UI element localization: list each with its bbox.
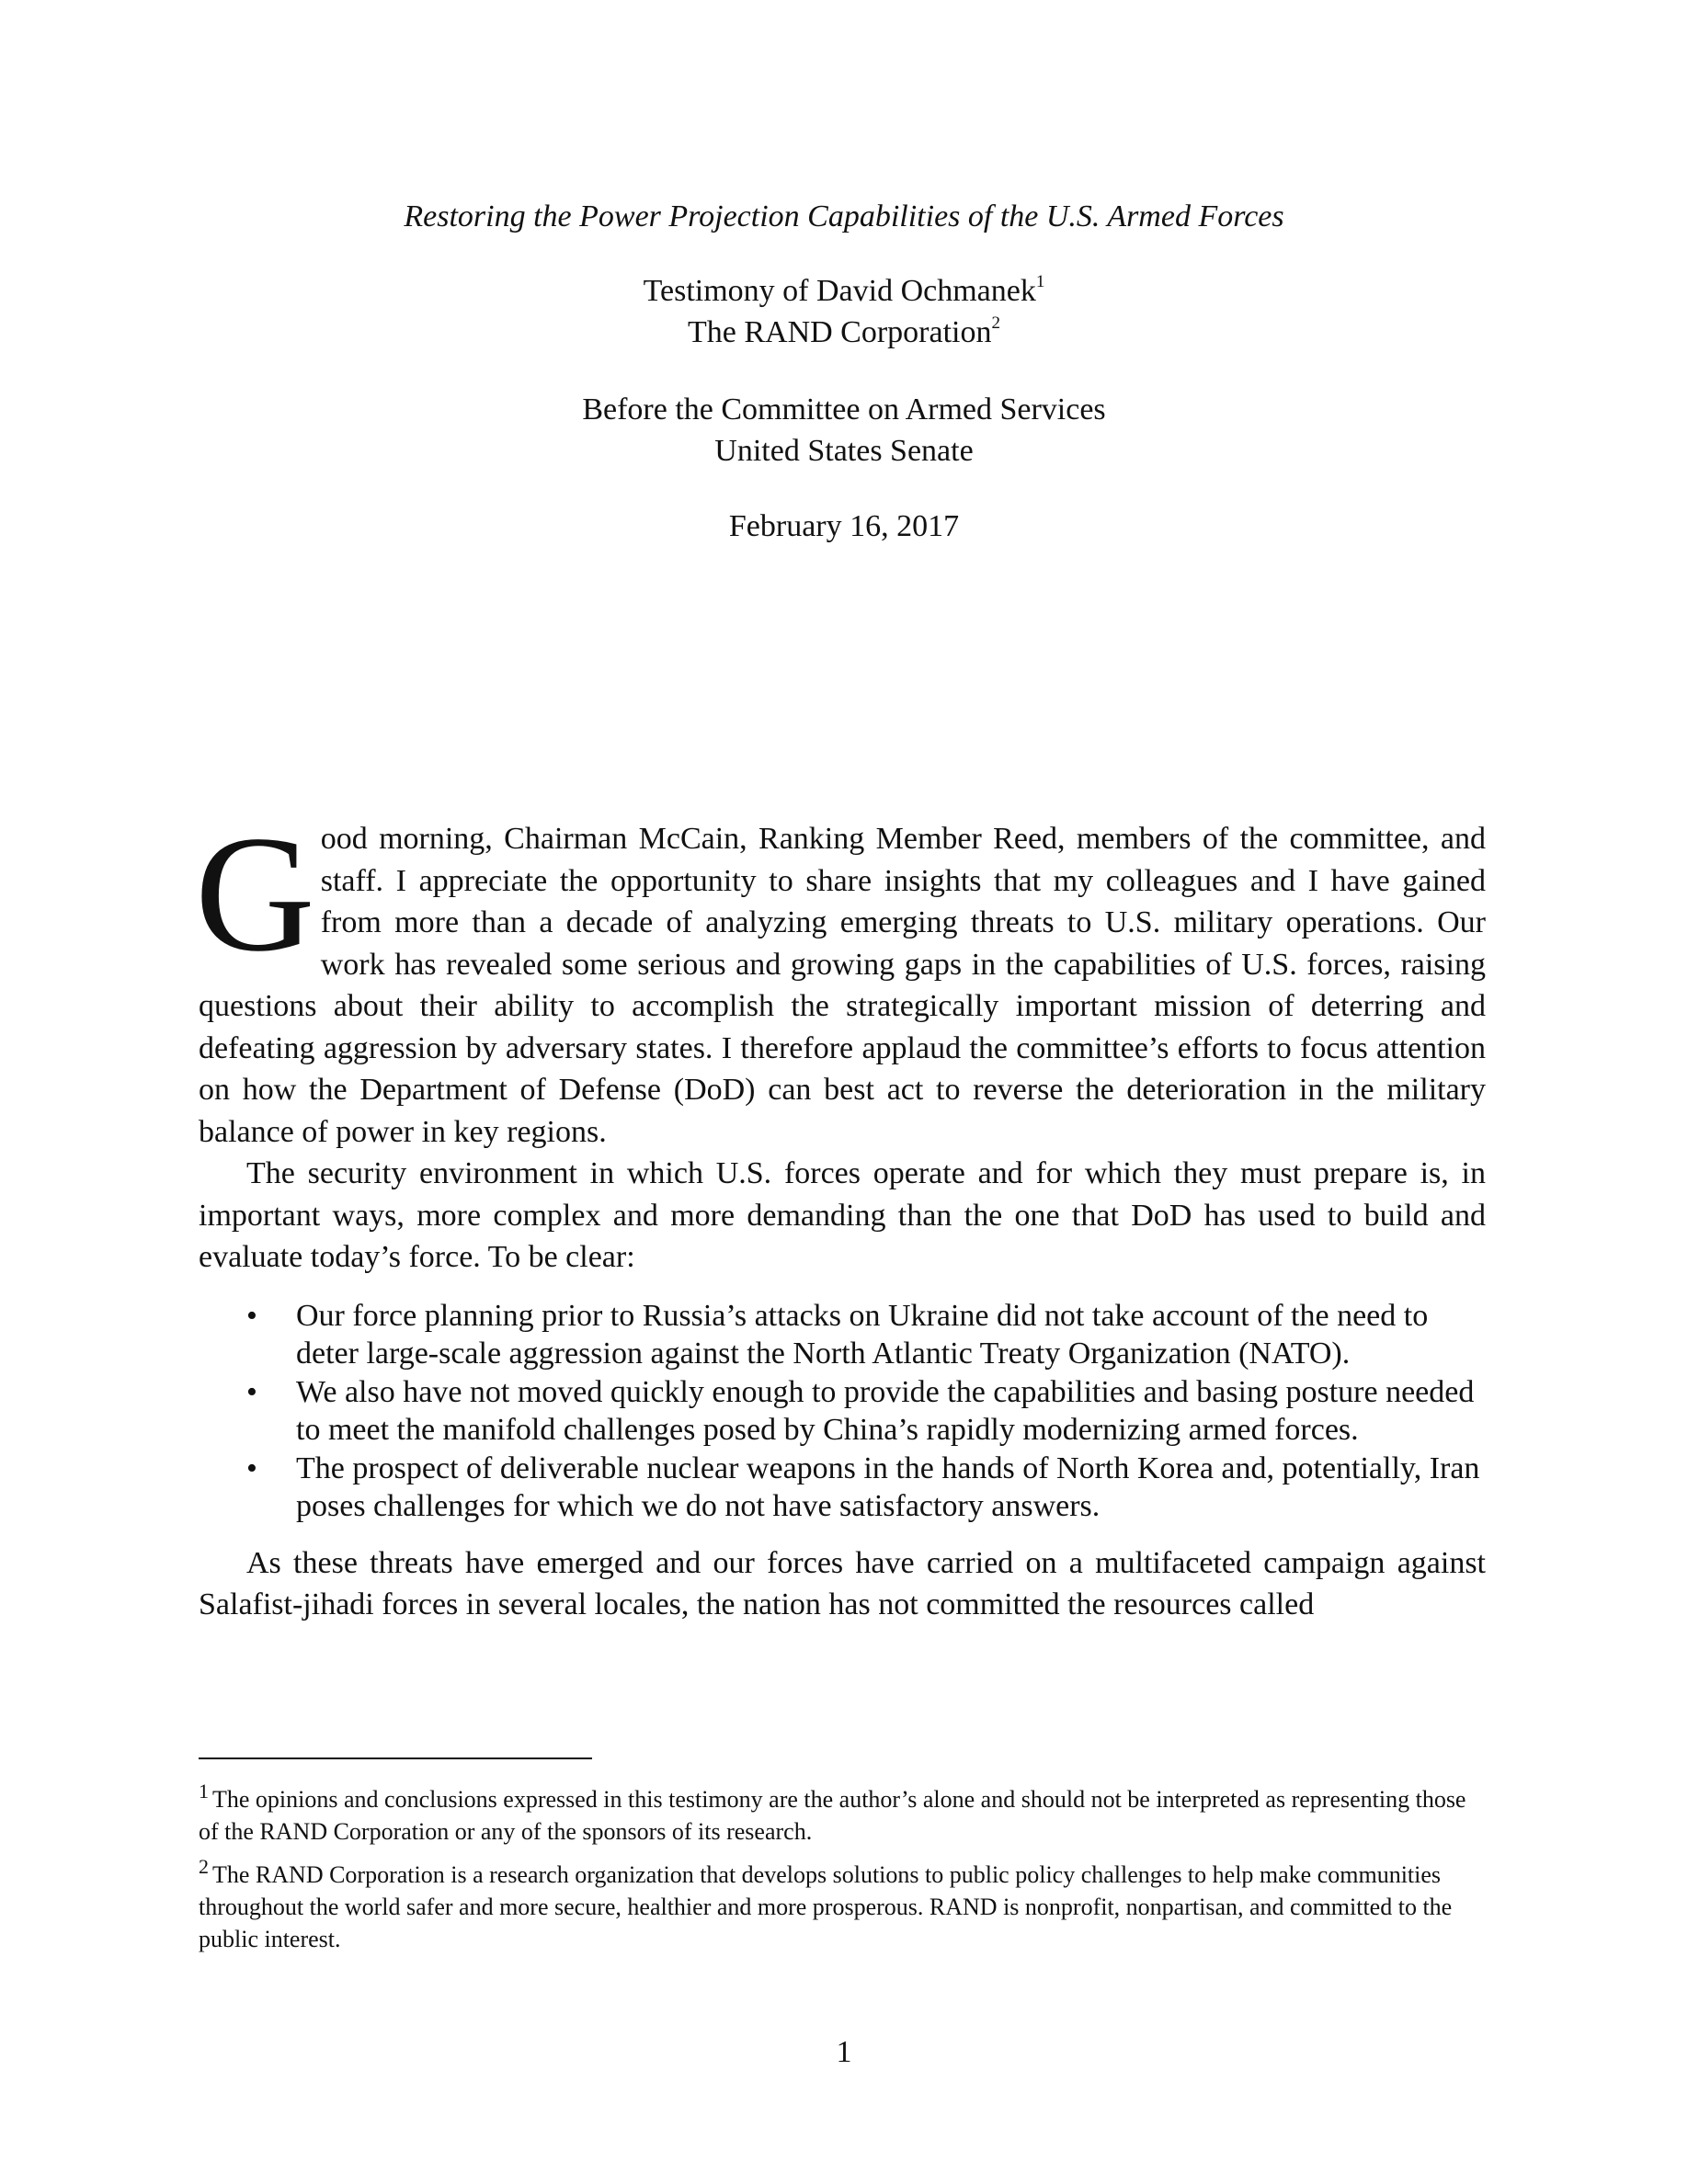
organization-line	[0, 313, 1688, 353]
page-number: 1	[836, 2035, 852, 2069]
paragraph-2: The security environment in which U.S. forces operate and for which they must prepare is, in important ways, more complex and more demanding than the one that DoD has used to build and evaluate today’s force. To be clear:	[199, 1156, 1486, 1274]
footnote-text: The RAND Corporation is a research organization that develops solutions to public policy challenges to help make communities throughout the world safer and more secure, healthier and more prosperous. RAND is nonprofit, nonpartisan, and committed to the public interest.	[199, 1861, 1453, 1952]
organization-name: The RAND Corporation	[687, 315, 992, 349]
footnote-ref-1[interactable]: 1	[1035, 272, 1045, 291]
bullet-item	[199, 1373, 1486, 1450]
bullet-text: The prospect of deliverable nuclear weapons in the hands of North Korea and, potentially, Iran poses challenges for which we do not have satisfactory answers.	[296, 1450, 1480, 1523]
footnote-text: The opinions and conclusions expressed in this testimony are the author’s alone and should not be interpreted as representing those of the RAND Corporation or any of the sponsors of its research.	[199, 1786, 1466, 1845]
bullet-icon: •	[246, 1374, 257, 1409]
drop-cap: G	[195, 802, 315, 986]
footnote-number: 1	[199, 1780, 209, 1803]
body-text	[195, 802, 1486, 1626]
senate-line: United States Senate	[714, 434, 974, 468]
paragraph-3: As these threats have emerged and our forces have carried on a multifaceted campaign against Salafist-jihadi forces in several locales, the nation has not committed the resources called	[199, 1545, 1486, 1621]
testimony-author: Testimony of David Ochmanek	[643, 274, 1036, 308]
bullet-text: Our force planning prior to Russia’s attacks on Ukraine did not take account of the need to deter large-scale aggression against the North Atlantic Treaty Organization (NATO).	[296, 1298, 1429, 1371]
paragraph-1-text: ood morning, Chairman McCain, Ranking Member Reed, members of the committee, and staff. I appreciate the opportunity to share insights that my colleagues and I have gained from more than a decade of analyzing emerging threats to U.S. military operations. Our work has revealed some serious and growing gaps in the capabilities of U.S. forces, raising questions about their ability to accomplish the strategically important mission of deterring and defeating aggression by adversary states. I therefore applaud the committee’s efforts to focus attention on how the Department of Defense (DoD) can best act to reverse the deterioration in the military balance of power in key regions.	[199, 822, 1486, 1149]
footnote-1	[199, 1780, 1486, 1848]
testimony-date: February 16, 2017	[728, 509, 960, 543]
footnote-2	[199, 1855, 1486, 1955]
paragraph-1	[195, 802, 1486, 1153]
bullet-item	[199, 1297, 1486, 1373]
bullet-icon: •	[246, 1450, 257, 1485]
committee-line: Before the Committee on Armed Services	[582, 392, 1106, 427]
footnote-separator	[199, 1757, 592, 1759]
document-title: Restoring the Power Projection Capabilities of the U.S. Armed Forces	[404, 199, 1284, 233]
bullet-item	[199, 1450, 1486, 1526]
footnote-ref-2[interactable]: 2	[991, 313, 1000, 333]
footnotes	[199, 1780, 1486, 1966]
bullet-text: We also have not moved quickly enough to provide the capabilities and basing posture needed to meet the manifold challenges posed by China’s rapidly modernizing armed forces.	[296, 1374, 1475, 1447]
testimony-line	[0, 271, 1688, 312]
bullet-list	[199, 1297, 1486, 1526]
footnote-number: 2	[199, 1855, 209, 1878]
bullet-icon: •	[246, 1298, 257, 1333]
